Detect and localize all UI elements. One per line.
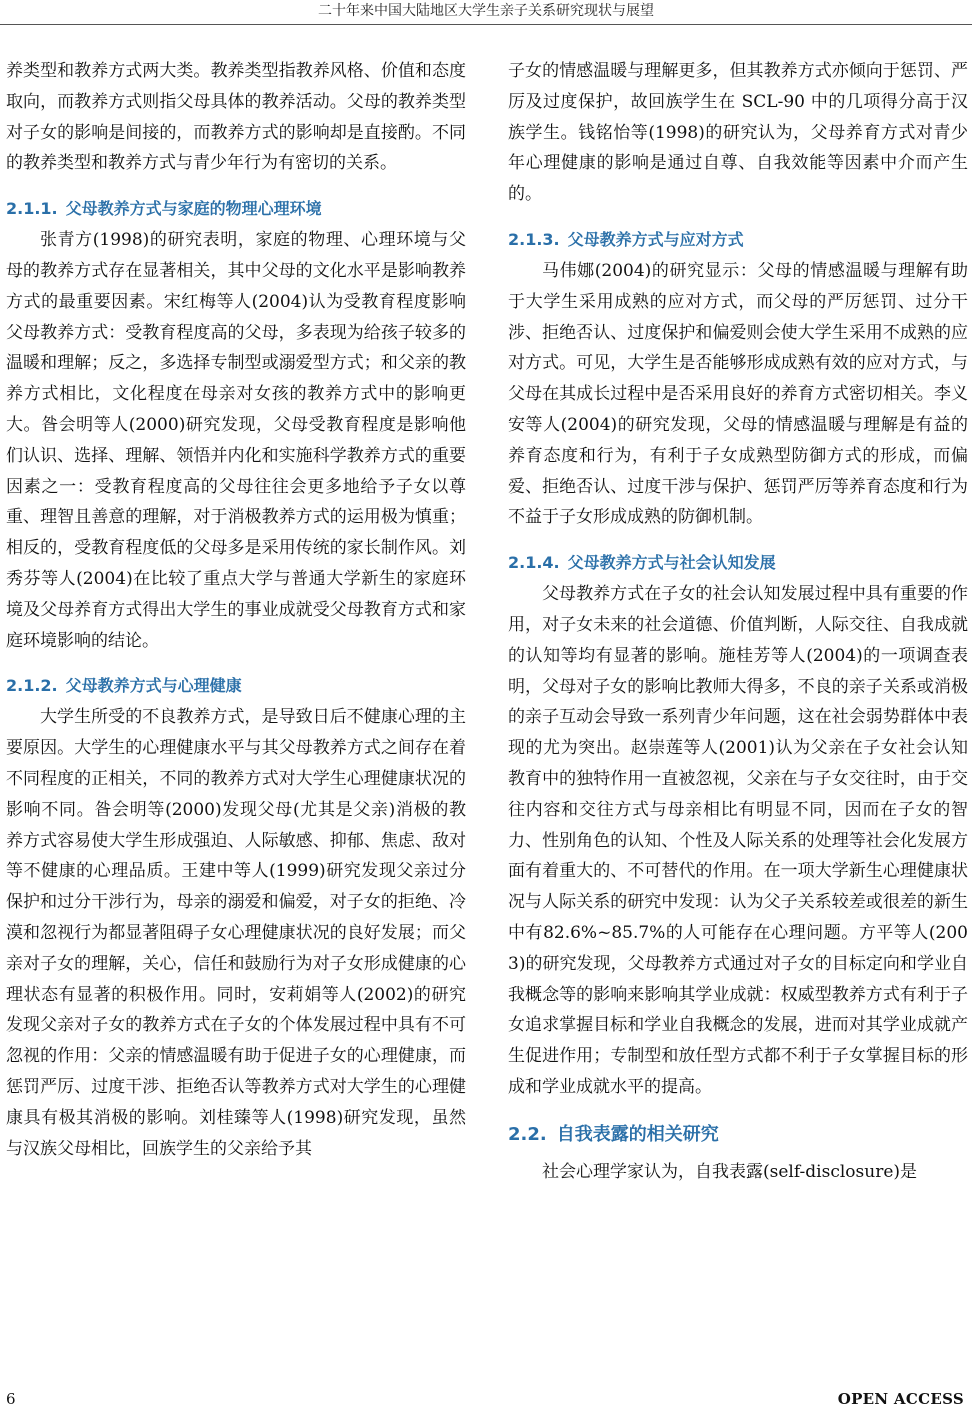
section-2-2-body: 社会心理学家认为，自我表露(self-disclosure)是 bbox=[542, 1161, 918, 1182]
section-2-1-3-body: 马伟娜(2004)的研究显示：父母的情感温暖与理解有助于大学生采用成熟的应对方式，而父母的严厉惩罚、过分干涉、拒绝否认、过度保护和偏爱则会使大学生采用不成熟的应对方式。可见，大学生是否能够形成成熟有效的应对方式，与父母在其成长过程中是否采用良好的养育方式密切相关。李义安等人(2004)的研究发现，父母的情感温暖与理解是有益的养育态度和行为，有利于子女成熟型防御方式的形成，而偏爱、拒绝否认、过度干涉与保护、惩罚严厉等养育态度和行为不益于子女形成成熟的防御机制。 bbox=[508, 260, 968, 528]
section-heading-2-1-2 bbox=[6, 672, 466, 700]
section-heading-2-1-4 bbox=[508, 549, 968, 577]
section-number: 2.2. bbox=[508, 1123, 547, 1145]
section-title: 父母教养方式与应对方式 bbox=[567, 229, 744, 249]
section-heading-2-1-3 bbox=[508, 226, 968, 254]
section-heading-2-1-1 bbox=[6, 195, 466, 223]
section-2-1-4-body: 父母教养方式在子女的社会认知发展过程中具有重要的作用，对子女未来的社会道德、价值判断，人际交往、自我成就的认知等均有显著的影响。施桂芳等人(2004)的一项调查表明，父母对子女的影响比教师大得多，不良的亲子关系或消极的亲子互动会导致一系列青少年问题，这在社会弱势群体中表现的尤为突出。赵崇莲等人(2001)认为父亲在子女社会认知教育中的独特作用一直被忽视，父亲在与子女交往时，由于交往内容和交往方式与母亲相比有明显不同，因而在子女的智力、性别角色的认知、个性及人际关系的处理等社会化发展方面有着重大的、不可替代的作用。在一项大学新生心理健康状况与人际关系的研究中发现：认为父子关系较差或很差的新生中有82.6%~85.7%的人可能存在心理问题。方平等人(2003)的研究发现，父母教养方式通过对子女的目标定向和学业自我概念等的影响来影响其学业成就：权威型教养方式有利于子女追求掌握目标和学业自我概念的发展，进而对其学业成就产生促进作用；专制型和放任型方式都不利于子女掌握目标的形成和学业成就水平的提高。 bbox=[508, 584, 968, 1097]
section-2-1-1-body: 张青方(1998)的研究表明，家庭的物理、心理环境与父母的教养方式存在显著相关，其中父母的文化水平是影响教养方式的最重要因素。宋红梅等人(2004)认为受教育程度影响父母教养方式：受教育程度高的父母，多表现为给孩子较多的温暖和理解；反之，多选择专制型或溺爱型方式；和父亲的教养方式相比，文化程度在母亲对女孩的教养方式中的影响更大。昝会明等人(2000)研究发现，父母受教育程度是影响他们认识、选择、理解、领悟并内化和实施科学教养方式的重要因素之一：受教育程度高的父母往往会更多地给予子女以尊重、理智且善意的理解，对于消极教养方式的运用极为慎重；相反的，受教育程度低的父母多是采用传统的家长制作风。刘秀芬等人(2004)在比较了重点大学与普通大学新生的家庭环境及父母养育方式得出大学生的事业成就受父母教育方式和家庭环境影响的结论。 bbox=[6, 230, 466, 651]
section-number: 2.1.1. bbox=[6, 199, 58, 219]
section-number: 2.1.4. bbox=[508, 553, 560, 573]
continued-paragraph: 子女的情感温暖与理解更多，但其教养方式亦倾向于惩罚、严厉及过度保护，故回族学生在 SCL-90 中的几项得分高于汉族学生。钱铭怡等(1998)的研究认为，父母养育方式对青少年心理健康的影响是通过自尊、自我效能等因素中介而产生的。 bbox=[508, 61, 968, 205]
page-number: 6 bbox=[6, 1390, 16, 1408]
section-heading-2-2 bbox=[508, 1119, 968, 1151]
left-column bbox=[6, 56, 466, 1164]
running-head-title: 二十年来中国大陆地区大学生亲子关系研究现状与展望 bbox=[318, 3, 654, 19]
section-title: 父母教养方式与社会认知发展 bbox=[567, 553, 776, 573]
section-title: 父母教养方式与心理健康 bbox=[65, 676, 242, 696]
section-2-1-2-body: 大学生所受的不良教养方式，是导致日后不健康心理的主要原因。大学生的心理健康水平与其父母教养方式之间存在着不同程度的正相关，不同的教养方式对大学生心理健康状况的影响不同。昝会明等(2000)发现父母(尤其是父亲)消极的教养方式容易使大学生形成强迫、人际敏感、抑郁、焦虑、敌对等不健康的心理品质。王建中等人(1999)研究发现父亲过分保护和过分干涉行为，母亲的溺爱和偏爱，对子女的拒绝、冷漠和忽视行为都显著阻碍子女心理健康状况的良好发展；而父亲对子女的理解，关心，信任和鼓励行为对子女形成健康的心理状态有显著的积极作用。同时，安莉娟等人(2002)的研究发现父亲对子女的教养方式在子女的个体发展过程中具有不可忽视的作用：父亲的情感温暖有助于促进子女的心理健康，而惩罚严厉、过度干涉、拒绝否认等教养方式对大学生的心理健康具有极其消极的影响。刘桂臻等人(1998)研究发现，虽然与汉族父母相比，回族学生的父亲给予其 bbox=[6, 707, 466, 1159]
section-number: 2.1.3. bbox=[508, 229, 560, 249]
open-access-label: OPEN ACCESS bbox=[837, 1390, 964, 1408]
right-column bbox=[508, 56, 968, 1188]
section-title: 父母教养方式与家庭的物理心理环境 bbox=[65, 199, 322, 219]
section-title: 自我表露的相关研究 bbox=[556, 1123, 719, 1145]
intro-paragraph: 养类型和教养方式两大类。教养类型指教养风格、价值和态度取向，而教养方式则指父母具体的教养活动。父母的教养类型对子女的影响是间接的，而教养方式的影响却是直接酌。不同的教养类型和教养方式与青少年行为有密切的关系。 bbox=[6, 61, 466, 174]
header-divider bbox=[0, 24, 972, 25]
section-number: 2.1.2. bbox=[6, 676, 58, 696]
